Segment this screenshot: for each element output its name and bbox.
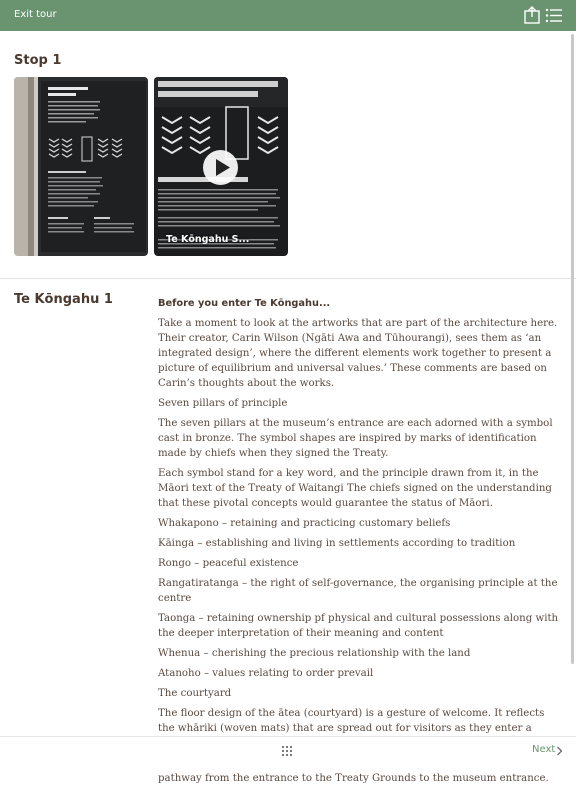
paragraph: Atanoho – values relating to order prevail <box>158 668 374 679</box>
stop-video-thumbnail[interactable] <box>154 77 288 256</box>
paragraph: The seven pillars at the museum’s entrance are each adorned with a symbol cast in bronze. The symbol shapes are inspired by marks of identification made by chiefs when they signed the Treaty. <box>158 418 553 459</box>
next-button[interactable]: Next <box>532 744 556 755</box>
paragraph: Taonga – retaining ownership pf physical and cultural possessions along with the deeper interpretation of their meaning and content <box>158 613 559 639</box>
paragraph: Take a moment to look at the artworks that are part of the architecture here. Their creator, Carin Wilson (Ngāti Awa and Tūhourangi), sees them as ‘an integrated design’, where the different elements work together to present a picture of equilibrium and universal values.’ These comments are based on Carin’s thoughts about the works. <box>158 318 558 389</box>
section-content <box>158 296 562 791</box>
chevron-right-icon[interactable] <box>556 746 563 756</box>
play-button[interactable] <box>203 150 238 185</box>
grid-icon[interactable] <box>281 745 293 757</box>
paragraph: Whenua – cherishing the precious relationship with the land <box>158 648 471 659</box>
paragraph: Whakapono – retaining and practicing customary beliefs <box>158 518 451 529</box>
paragraph: Seven pillars of principle <box>158 398 288 409</box>
paragraph: Rangatiratanga – the right of self-governance, the organising principle at the centre <box>158 578 558 604</box>
stop-title: Stop 1 <box>14 53 62 68</box>
exit-tour-button[interactable]: Exit tour <box>14 9 57 20</box>
sign-photo <box>14 77 148 256</box>
paragraph: Rongo – peaceful existence <box>158 558 299 569</box>
share-icon[interactable] <box>523 6 541 24</box>
top-bar <box>0 0 576 31</box>
stop-image-thumbnail[interactable] <box>14 77 148 256</box>
video-caption: Te Kōngahu S... <box>166 234 250 245</box>
scrollbar[interactable] <box>571 34 574 664</box>
list-icon[interactable] <box>545 8 563 23</box>
paragraph: Each symbol stand for a key word, and the principle drawn from it, in the Māori text of the Treaty of Waitangi The chiefs signed on the understanding that these pivotal concepts would guarantee the status of Māori. <box>158 468 552 509</box>
paragraph: Kāinga – establishing and living in settlements according to tradition <box>158 538 516 549</box>
paragraph: pathway from the entrance to the Treaty Grounds to the museum entrance. <box>158 773 549 784</box>
section-title: Te Kōngahu 1 <box>14 292 113 307</box>
section-lead: Before you enter Te Kōngahu... <box>158 298 331 309</box>
paragraph: The floor design of the ātea (courtyard) is a gesture of welcome. It reflects the whāriki (woven mats) that are spread out for visitors as they enter a <box>158 708 545 734</box>
paragraph: The courtyard <box>158 688 232 699</box>
section-divider <box>0 278 576 279</box>
play-icon <box>203 150 238 185</box>
